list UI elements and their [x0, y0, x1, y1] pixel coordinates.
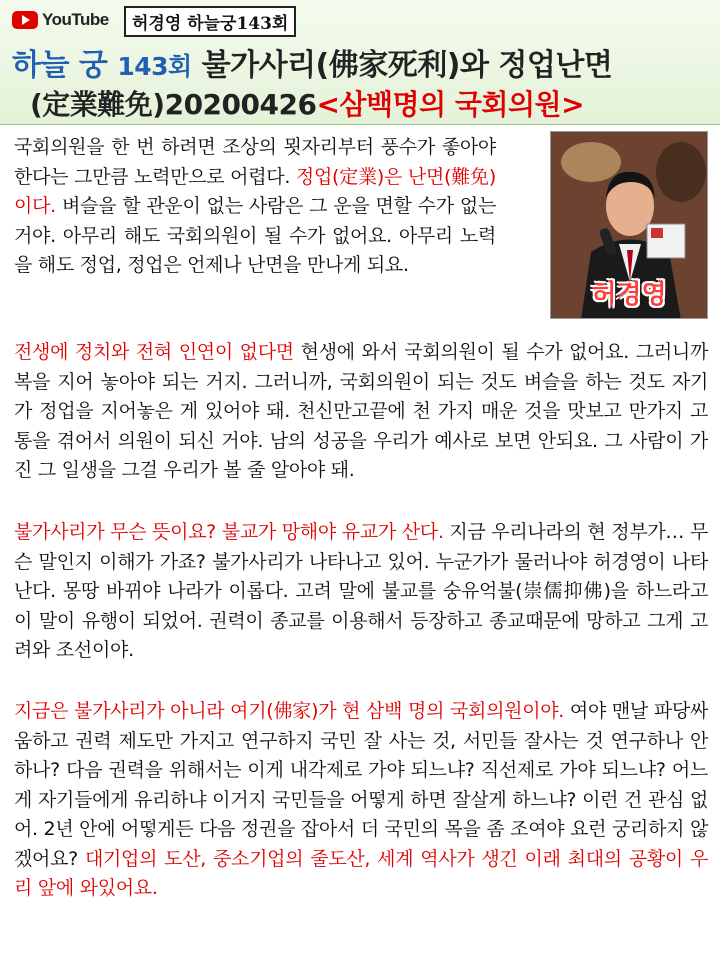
p2-text-1: 현생에 와서 국회의원이 될 수가 없어요. 그러니까 복을 지어 놓아야 되는 거지. 그러니까, 국회의원이 되는 것도 벼슬을 하는 것도 자기가 정업을 지어놓은 게 있어야 돼. 천신만고끝에 천 가지 매운 것을 맛보고 만가지 고통을 겪어서 의원이 되신 거야. 남의 성공을 우리가 예사로 보면 안되요. 그 사람이 가진 그 일생을 그걸 우리가 볼 줄 알아야 돼.	[14, 341, 709, 481]
episode-unit: 회	[168, 52, 192, 81]
episode-number: 143	[117, 52, 169, 81]
youtube-logo[interactable]	[12, 10, 109, 30]
paragraph-3	[14, 518, 708, 666]
title-subject-cont: (定業難免)20200426	[30, 88, 317, 121]
title-subject: 불가사리(佛家死利)와 정업난면	[201, 48, 613, 83]
youtube-play-icon	[12, 11, 38, 29]
p4-highlight-1: 지금은 불가사리가 아니라 여기(佛家)가 현 삼백 명의 국회의원이야.	[14, 700, 565, 722]
program-name: 하늘 궁	[12, 48, 108, 83]
title-line-2	[30, 83, 584, 123]
youtube-label: YouTube	[42, 10, 109, 29]
header-banner	[0, 0, 720, 125]
title-line-1	[12, 40, 612, 84]
p1-text-1: 국회의원을 한 번 하려면 조상의 묏자리부터 풍수가 좋아야 한다는 그만큼 노력만으로 어렵다.	[14, 136, 496, 188]
p4-text-1: 여야 맨날 파당싸움하고 권력 제도만 가지고 연구하지 국민 잘 사는 것, 서민들 잘사는 것 연구하나 안하나? 다음 권력을 위해서는 이게 내각제로 가야 되느냐? 직선제로 가야 되느냐? 어느 게 자기들에게 유리하냐 이거지 국민들을 어떻게 하면 잘살게 하느냐? 이런 건 관심 없어. 2년 안에 어떻게든 다음 정권을 잡아서 더 국민의 목을 좀 조여야 요런 궁리하지 않겠어요?	[14, 700, 708, 870]
paragraph-1	[14, 133, 496, 281]
p1-text-2: 벼슬을 할 관운이 없는 사람은 그 운을 면할 수가 없는 거야. 아무리 해도 국회의원이 될 수가 없어요. 아무리 노력을 해도 정업, 정업은 언제나 난면을 만나게 되요.	[14, 195, 496, 276]
p4-highlight-2: 대기업의 도산, 중소기업의 줄도산, 세계 역사가 생긴 이래 최대의 공황이 우리 앞에 와있어요.	[14, 847, 709, 899]
photo-caption: 허경영	[591, 280, 667, 310]
p3-highlight-1: 불가사리가 무슨 뜻이요? 불교가 망해야 유교가 산다.	[14, 521, 444, 543]
paragraph-4	[14, 697, 708, 904]
title-subtitle: <삼백명의 국회의원>	[316, 88, 585, 121]
speaker-photo	[550, 131, 708, 319]
p1-highlight-1: 정업(定業)은 난면(難免)이다.	[14, 165, 496, 217]
p2-highlight-1: 전생에 정치와 전혀 인연이 없다면	[14, 341, 294, 363]
p3-text-1: 지금 우리나라의 현 정부가… 무슨 말인지 이해가 가죠? 불가사리가 나타나고 있어. 누군가가 물러나야 허경영이 나타난다. 몽땅 바뀌야 나라가 이롭다. 고려 말에 불교를 숭유억불(崇儒抑佛)을 하느라고 이 말이 유행이 되었어. 권력이 종교를 이용해서 등장하고 종교때문에 망하고 그게 고려와 조선이야.	[14, 521, 708, 661]
paragraph-2	[14, 338, 708, 486]
series-label-box: 허경영 하늘궁143회	[124, 6, 296, 37]
